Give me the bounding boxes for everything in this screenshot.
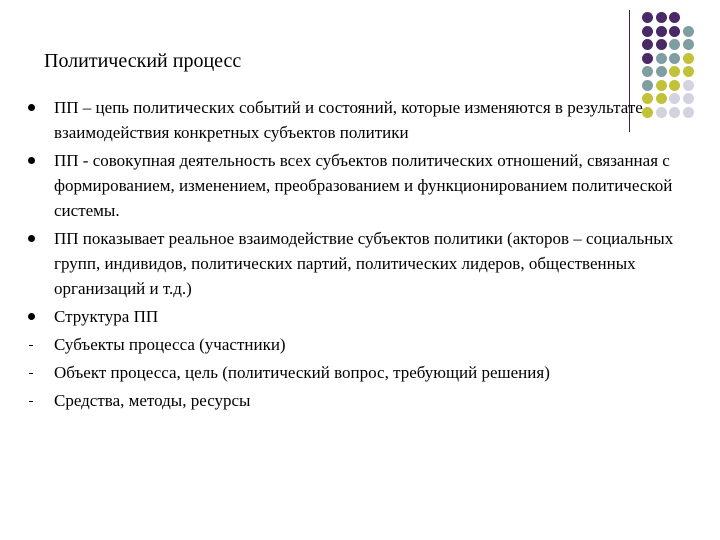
decorative-dot: [683, 66, 694, 77]
list-item: [24, 360, 699, 385]
decorative-dot: [669, 53, 680, 64]
list-item: [24, 332, 699, 357]
decorative-dot: [642, 66, 653, 77]
decorative-dot: [683, 39, 694, 50]
decorative-dot: [642, 80, 653, 91]
decorative-dot: [642, 26, 653, 37]
decorative-dot: [656, 12, 667, 23]
slide-title: Политический процесс: [44, 50, 242, 72]
list-item-text: Субъекты процесса (участники): [54, 335, 286, 354]
decorative-dot: [683, 80, 694, 91]
decorative-dot: [656, 53, 667, 64]
list-item-text: Структура ПП: [54, 307, 159, 326]
list-item-text: ПП – цепь политических событий и состояний, которые изменяются в результате взаимодействия конкретных субъектов политики: [54, 98, 643, 142]
list-item: [24, 95, 699, 145]
decorative-dot: [683, 53, 694, 64]
decorative-dot: [669, 80, 680, 91]
decorative-dot: [669, 66, 680, 77]
bullet-marker: [26, 226, 46, 251]
decorative-dot: [642, 39, 653, 50]
bullet-marker: [26, 95, 46, 120]
decorative-dot: [656, 26, 667, 37]
list-item-text: Средства, методы, ресурсы: [54, 391, 251, 410]
dash-marker: [26, 332, 46, 357]
decorative-dot: [642, 12, 653, 23]
bullet-list: [24, 95, 699, 416]
list-item-text: ПП показывает реальное взаимодействие субъектов политики (акторов – социальных групп, индивидов, политических партий, политических лидеров, общественных организаций и т.д.): [54, 229, 674, 298]
list-item-text: Объект процесса, цель (политический вопрос, требующий решения): [54, 363, 550, 382]
decorative-dot: [656, 39, 667, 50]
decorative-dot: [642, 53, 653, 64]
list-item: [24, 226, 699, 301]
bullet-marker: [26, 148, 46, 173]
dash-marker: [26, 360, 46, 385]
decorative-dot: [669, 12, 680, 23]
decorative-dot: [656, 80, 667, 91]
list-item: [24, 148, 699, 223]
list-item: [24, 304, 699, 329]
list-item: [24, 388, 699, 413]
bullet-marker: [26, 304, 46, 329]
decorative-dot: [669, 26, 680, 37]
decorative-dot: [683, 26, 694, 37]
decorative-dot: [656, 66, 667, 77]
decorative-dot: [669, 39, 680, 50]
dash-marker: [26, 388, 46, 413]
list-item-text: ПП - совокупная деятельность всех субъектов политических отношений, связанная с формированием, изменением, преобразованием и функционированием политической системы.: [54, 151, 673, 220]
